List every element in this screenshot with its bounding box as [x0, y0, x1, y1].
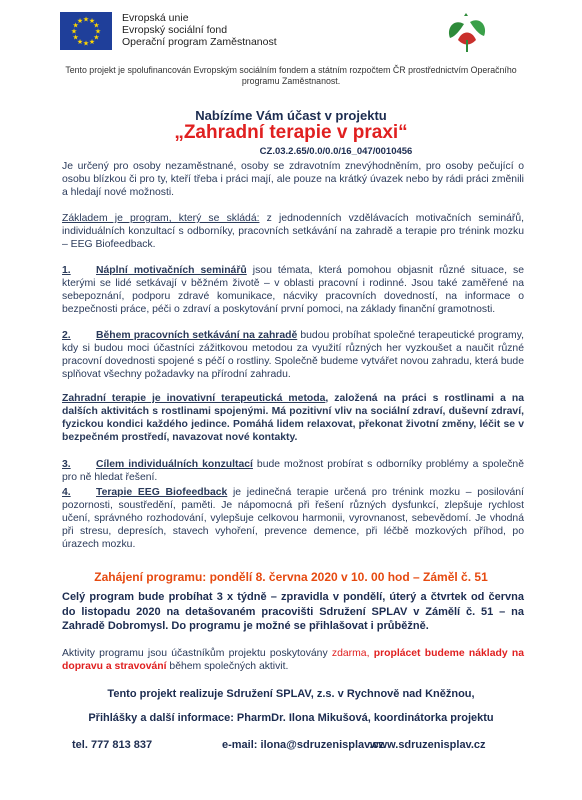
- item-title: Během pracovních setkávání na zahradě: [96, 330, 298, 341]
- activities-post: během společných aktivit.: [166, 661, 289, 672]
- program-start: Zahájení programu: pondělí 8. června 2020 v 10. 00 hod – Záměl č. 51: [94, 570, 488, 584]
- item-title: Cílem individuálních konzultací: [96, 459, 253, 470]
- intro-paragraph: [62, 160, 524, 199]
- offer-heading: Nabízíme Vám účast v projektu: [195, 108, 387, 123]
- activities-costs: proplácet budeme náklady na dopravu a stravování: [62, 648, 524, 672]
- activities-mid: ,: [366, 648, 374, 659]
- eu-star: ★: [70, 28, 78, 36]
- eu-stars-icon: [60, 12, 112, 50]
- program-paragraph: [62, 212, 524, 251]
- item-text: budou probíhat společné terapeutické programy, kdy si budou moci účastníci zážitkovou metodou za využití různých her vyzkoušet a naučit různé pracovní dovednosti spojené s péčí o rostliny. Společně budeme vytvářet novou zahradu, která bude splňovat všechny požadavky na přírodní zahradu.: [62, 330, 525, 380]
- therapy-text: , založená na práci s rostlinami a na dalších aktivitách s rostlinami spojenými. Má pozitivní vliv na sociální zdraví, duševní zdraví, fyzickou kondici každého jedince. Pomáhá lidem relaxovat, překonat životní změny, léčit se v bezpečném prostředí, navazovat nové kontakty.: [62, 393, 524, 443]
- activities-pre: Aktivity programu jsou účastníkům projektu poskytovány: [62, 648, 332, 659]
- eu-program-text: [122, 12, 277, 48]
- splav-leaf-logo: [440, 10, 494, 54]
- cofinancing-note: Tento projekt je spolufinancován Evropským sociálním fondem a státním rozpočtem ČR prostřednictvím Operačního programu Zaměstnanost.: [65, 65, 517, 86]
- therapy-paragraph: [62, 392, 524, 444]
- eu-star: ★: [82, 16, 90, 24]
- eu-flag-logo: [60, 12, 112, 50]
- eu-line: Evropský sociální fond: [122, 24, 228, 36]
- item-number: 1.: [62, 265, 71, 276]
- item-title: Náplní motivačních seminářů: [96, 265, 247, 276]
- list-item: [62, 329, 524, 381]
- contact-phone: tel. 777 813 837: [72, 739, 153, 751]
- eu-star: ★: [76, 38, 84, 46]
- item-text: bude možnost probírat s odborníky problémy a společně pro ně hledat řešení.: [62, 459, 524, 483]
- activities-paragraph: [62, 647, 524, 673]
- eu-star: ★: [93, 22, 100, 30]
- eu-star: ★: [94, 28, 102, 36]
- item-text: je jedinečná terapie určená pro trénink mozku – posilování pozornosti, soustředění, paměti. Je nápomocná při řešení různých dysfunkcí, zlepšuje rychlost učení, správného rozhodování, vylepšuje celkovou harmonii, vyrovnanost, sebevědomí. Je vhodná při stresu, depresích, stavech vyhoření, prevence demence, při léčbě mozkových příhod, po úrazech mozku.: [62, 487, 524, 550]
- eu-star: ★: [93, 34, 100, 42]
- contact-website[interactable]: www.sdruzenisplav.cz: [370, 739, 486, 751]
- eu-star: ★: [88, 38, 96, 46]
- eu-star: ★: [76, 18, 84, 26]
- eu-line: Operační program Zaměstnanost: [122, 36, 277, 48]
- eu-line: Evropská unie: [122, 12, 189, 24]
- item-number: 2.: [62, 330, 71, 341]
- eu-star: ★: [72, 22, 79, 30]
- project-code: CZ.03.2.65/0.0/0.0/16_047/0010456: [259, 146, 413, 157]
- eu-star: ★: [82, 40, 90, 48]
- contact-info-line: Přihlášky a další informace: PharmDr. Ilona Mikušová, koordinátorka projektu: [88, 712, 494, 724]
- project-name: „Zahradní terapie v praxi“: [174, 122, 408, 143]
- activities-free: zdarma: [331, 648, 367, 659]
- therapy-lead: Zahradní terapie je inovativní terapeutická metoda: [62, 393, 326, 404]
- schedule-paragraph: Celý program bude probíhat 3 x týdně – zpravidla v pondělí, úterý a čtvrtek od června do listopadu 2020 na detašovaném pracovišti Sdružení SPLAV v Zámělí č. 51 – na Zahradě Dobromysl. Do programu je možné se přihlašovat i průběžně.: [62, 591, 524, 632]
- list-item: [62, 486, 524, 551]
- item-number: 4.: [62, 487, 71, 498]
- eu-star: ★: [88, 18, 96, 26]
- contact-email[interactable]: e-mail: ilona@sdruzenisplav.cz: [222, 739, 385, 751]
- item-title: Terapie EEG Biofeedback: [96, 487, 228, 498]
- eu-star: ★: [72, 34, 79, 42]
- program-text: z jednodenních vzdělávacích motivačních seminářů, individuálních konzultací s odborníky, pracovních setkávání na zahradě a terapie pro trénink mozku – EEG Biofeedback.: [62, 213, 525, 250]
- list-item: [62, 264, 524, 316]
- list-item: [62, 458, 524, 484]
- item-number: 3.: [62, 459, 71, 470]
- program-heading: Základem je program, který se skládá:: [62, 213, 260, 224]
- intro-text: Je určený pro osoby nezaměstnané, osoby se zdravotním znevýhodněním, pro osoby pečující o osobu blízkou či pro ty, kteří třeba i práci mají, ale pouze na krátký úvazek nebo by rádi práci změnili a hledají nové možnosti.: [62, 161, 524, 198]
- item-text: jsou témata, která pomohou objasnit různé situace, se kterými se lidé setkávají v běžném životě – v oblasti pracovní i rodinné. Jsou také zaměřené na sebepoznání, podporu zdravé komunikace, nácviky pracovních dovedností, na informace o bezpečnosti práce, péči o zdraví a poskytování první pomoci, na základy finanční gramotnosti.: [62, 265, 524, 315]
- realizer-line: Tento projekt realizuje Sdružení SPLAV, z.s. v Rychnově nad Kněžnou,: [107, 688, 475, 700]
